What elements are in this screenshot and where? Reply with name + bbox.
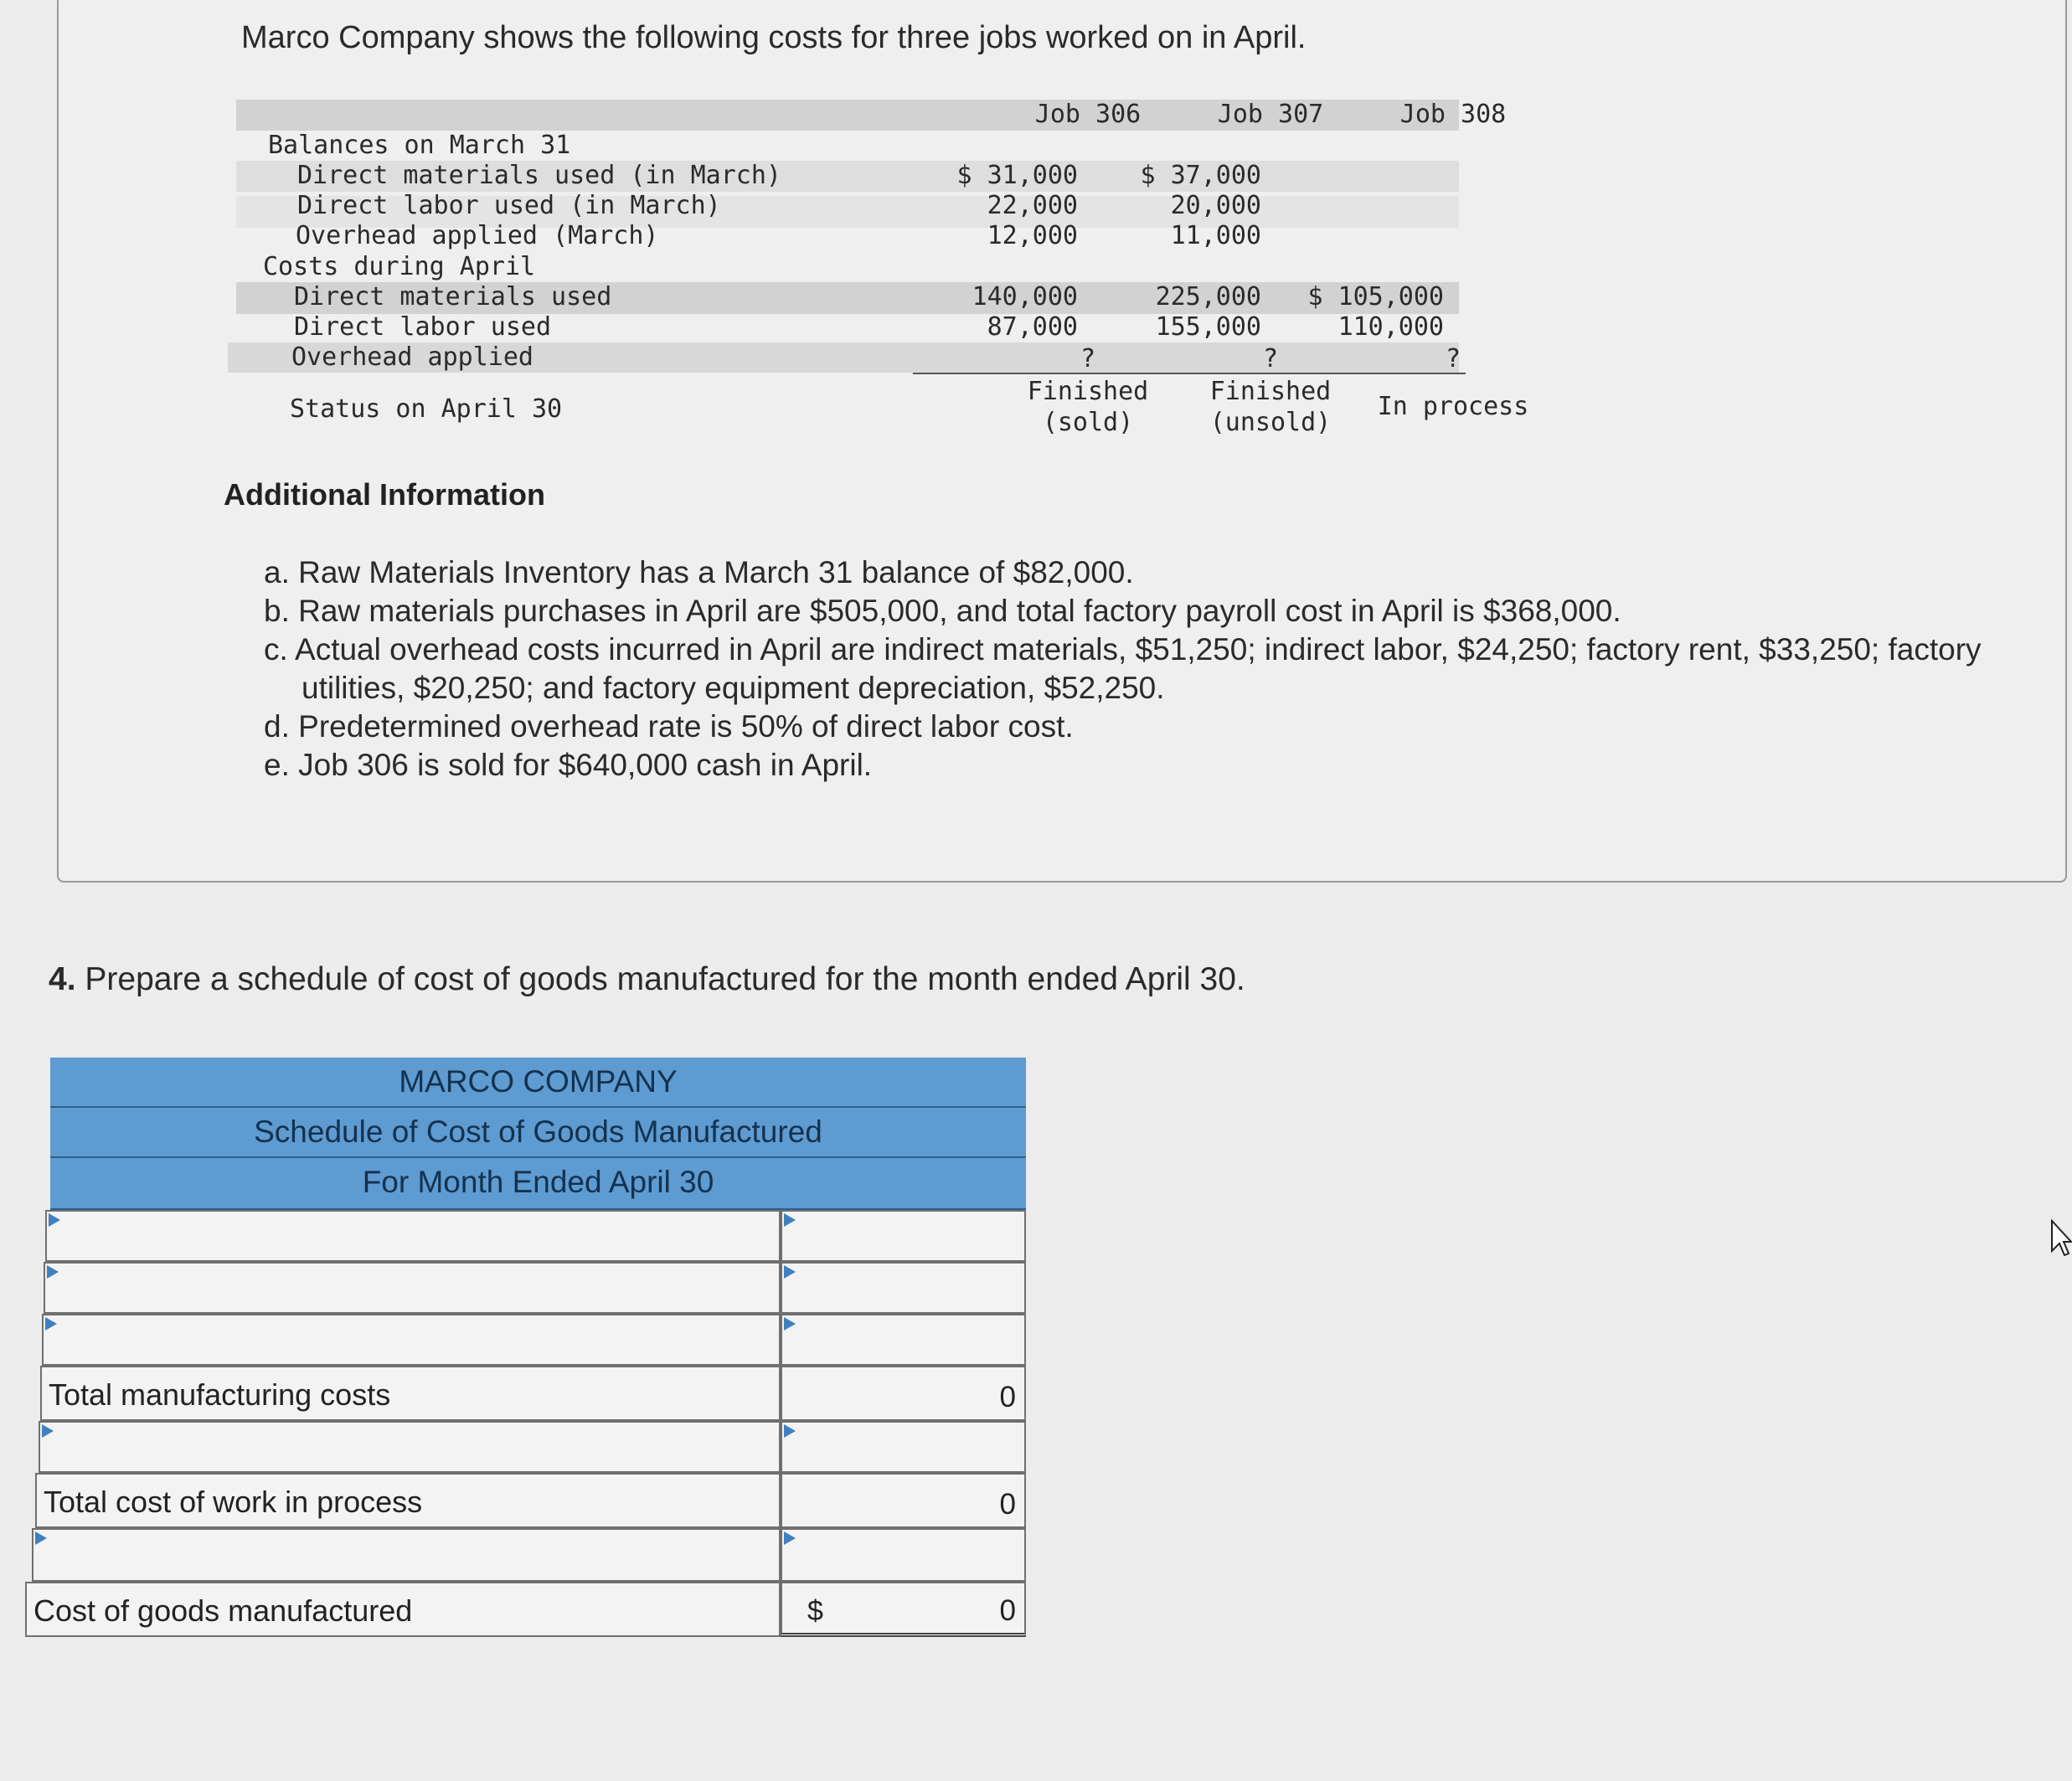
- cell-value: $ 37,000: [1140, 161, 1261, 190]
- schedule-period: For Month Ended April 30: [50, 1158, 1026, 1210]
- label-cell: [35, 1473, 781, 1528]
- cell-value: 140,000: [972, 282, 1078, 311]
- additional-info-list: [264, 553, 2048, 785]
- additional-item: d. Predetermined overhead rate is 50% of direct labor cost.: [264, 709, 1074, 744]
- dropdown-flag-icon: [49, 1213, 60, 1227]
- cell-value: $ 105,000: [1307, 282, 1444, 311]
- total-manufacturing-label: Total manufacturing costs: [49, 1377, 391, 1412]
- label-cell: [45, 1210, 781, 1262]
- cell-value: ?: [1445, 344, 1461, 373]
- amount-cell: [781, 1210, 1026, 1262]
- schedule-company: MARCO COMPANY: [50, 1058, 1026, 1108]
- cell-value: 12,000: [987, 221, 1078, 250]
- row-label: Direct materials used: [294, 282, 612, 311]
- total-manufacturing-row: [40, 1366, 1026, 1421]
- cell-value: 155,000: [1155, 312, 1261, 342]
- total-wip-label: Total cost of work in process: [44, 1485, 423, 1519]
- status-line: Finished: [1209, 377, 1332, 406]
- label-cell: [42, 1314, 781, 1366]
- section-status: Status on April 30: [290, 394, 563, 424]
- amount-cell: [781, 1582, 1026, 1637]
- total-wip-value: 0: [999, 1488, 1016, 1521]
- dropdown-flag-icon: [784, 1531, 796, 1545]
- amount-cell: [781, 1473, 1026, 1528]
- currency-symbol: $: [807, 1595, 823, 1627]
- amount-cell: [781, 1366, 1026, 1421]
- total-manufacturing-value: 0: [999, 1381, 1016, 1413]
- schedule-row: [42, 1314, 1026, 1366]
- amount-cell: [781, 1528, 1026, 1582]
- label-cell: [44, 1262, 781, 1314]
- status-line: Finished: [1027, 377, 1149, 406]
- schedule-row: [45, 1210, 1026, 1262]
- cell-value: ?: [1262, 344, 1279, 373]
- status-job-306: [1004, 376, 1172, 438]
- amount-input[interactable]: [782, 1212, 1024, 1260]
- cell-value: ?: [1080, 344, 1096, 373]
- dropdown-flag-icon: [784, 1424, 796, 1438]
- line-item-select[interactable]: [34, 1530, 779, 1580]
- label-cell: [32, 1528, 781, 1582]
- label-cell: [39, 1421, 781, 1473]
- row-label: Overhead applied: [291, 342, 533, 372]
- amount-input[interactable]: [782, 1315, 1024, 1364]
- additional-item: e. Job 306 is sold for $640,000 cash in April.: [264, 748, 873, 782]
- cogm-value: 0: [999, 1594, 1016, 1627]
- dropdown-flag-icon: [35, 1531, 47, 1545]
- status-line: In process: [1377, 392, 1529, 421]
- label-cell: [25, 1582, 781, 1637]
- dropdown-flag-icon: [47, 1265, 59, 1279]
- schedule-row: [44, 1262, 1026, 1314]
- status-line: (unsold): [1209, 408, 1332, 437]
- status-job-308: [1369, 391, 1537, 422]
- schedule-row: [39, 1421, 1026, 1473]
- dropdown-flag-icon: [42, 1424, 54, 1438]
- cell-value: 11,000: [1170, 221, 1261, 250]
- status-job-307: [1187, 376, 1354, 438]
- row-label: Direct materials used (in March): [297, 161, 781, 190]
- status-line: (sold): [1042, 408, 1134, 437]
- cell-value: 20,000: [1170, 191, 1261, 220]
- additional-info-title: Additional Information: [224, 477, 545, 512]
- line-item-select[interactable]: [47, 1212, 779, 1260]
- line-item-select[interactable]: [45, 1264, 779, 1312]
- dropdown-flag-icon: [784, 1317, 796, 1331]
- row-label: Overhead applied (March): [296, 221, 659, 250]
- section-balances: Balances on March 31: [268, 131, 571, 160]
- label-cell: [40, 1366, 781, 1421]
- header-job-306: Job 306: [1034, 100, 1142, 129]
- problem-intro: Marco Company shows the following costs for three jobs worked on in April.: [241, 20, 1307, 55]
- cell-value: 22,000: [987, 191, 1078, 220]
- amount-input[interactable]: [782, 1264, 1024, 1312]
- amount-cell: [781, 1262, 1026, 1314]
- amount-cell: [781, 1314, 1026, 1366]
- line-item-select[interactable]: [44, 1315, 779, 1364]
- additional-item: a. Raw Materials Inventory has a March 31 balance of $82,000.: [264, 555, 1134, 589]
- additional-item: b. Raw materials purchases in April are $505,000, and total factory payroll cost in April is $368,000.: [264, 594, 1621, 628]
- additional-item: c. Actual overhead costs incurred in April are indirect materials, $51,250; indirect labor, $24,250; factory rent, $33,250; factory utilities, $20,250; and factory equipment depreciation, $52,250.: [264, 632, 1982, 705]
- schedule-title: Schedule of Cost of Goods Manufactured: [50, 1108, 1026, 1158]
- row-label: Direct labor used (in March): [297, 191, 721, 220]
- amount-cell: [781, 1421, 1026, 1473]
- amount-input[interactable]: [782, 1423, 1024, 1471]
- schedule-row: [32, 1528, 1026, 1582]
- total-wip-row: [35, 1473, 1026, 1528]
- cell-value: 110,000: [1338, 312, 1444, 342]
- dropdown-flag-icon: [784, 1213, 796, 1227]
- problem-panel: [57, 0, 2067, 883]
- amount-input[interactable]: [782, 1530, 1024, 1580]
- question-prompt: [49, 961, 1245, 998]
- question-number: 4.: [49, 961, 76, 997]
- question-text: Prepare a schedule of cost of goods manufactured for the month ended April 30.: [85, 961, 1245, 997]
- dropdown-flag-icon: [784, 1265, 796, 1279]
- header-job-307: Job 307: [1217, 100, 1324, 129]
- section-costs: Costs during April: [263, 252, 536, 281]
- cell-value: $ 31,000: [956, 161, 1078, 190]
- job-cost-table: [236, 100, 1529, 451]
- total-rule: [913, 373, 1466, 374]
- cell-value: 87,000: [987, 312, 1078, 342]
- cell-value: 225,000: [1155, 282, 1261, 311]
- cogm-label: Cost of goods manufactured: [34, 1593, 413, 1628]
- header-job-308: Job 308: [1399, 100, 1507, 129]
- mouse-cursor-icon: [2050, 1219, 2072, 1258]
- line-item-select[interactable]: [40, 1423, 779, 1471]
- row-label: Direct labor used: [294, 312, 552, 342]
- cogm-row: [25, 1582, 1026, 1637]
- dropdown-flag-icon: [45, 1317, 57, 1331]
